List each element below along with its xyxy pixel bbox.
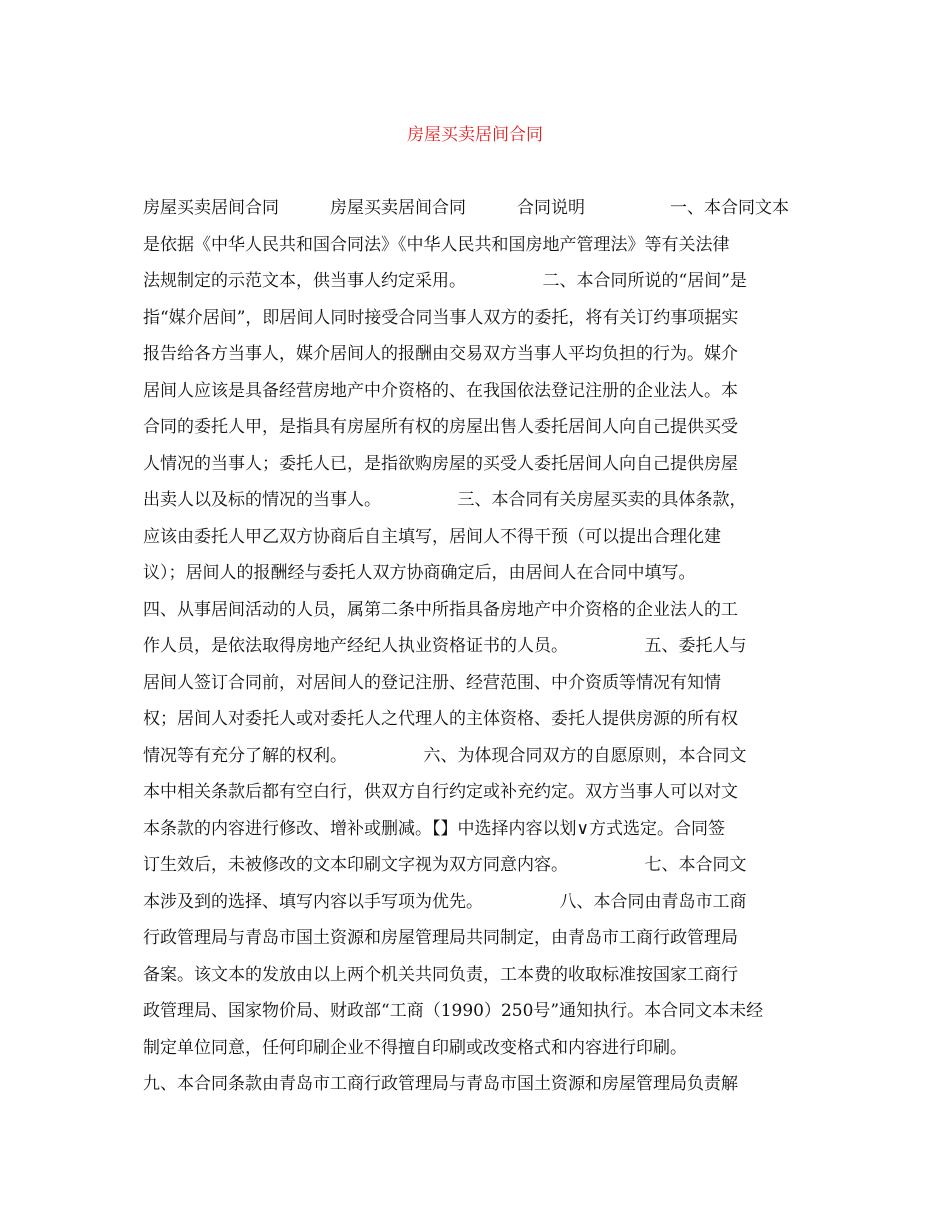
document-title: 房屋买卖居间合同 — [407, 125, 543, 145]
text-line: 情况等有充分了解的权利。 六、为体现合同双方的自愿原则，本合同文 — [143, 745, 747, 766]
text-line: 人情况的当事人；委托人已，是指欲购房屋的买受人委托居间人向自己提供房屋 — [143, 453, 738, 474]
document-body — [143, 194, 808, 1107]
text-line: 法规制定的示范文本，供当事人约定采用。 二、本合同所说的“居间”是 — [143, 271, 747, 291]
text-line: 订生效后，未被修改的文本印刷文字视为双方同意内容。 七、本合同文 — [143, 855, 747, 875]
text-line: 指“媒介居间”，即居间人同时接受合同当事人双方的委托，将有关订约事项据实 — [143, 307, 739, 328]
text-line: 本中相关条款后都有空白行，供双方自行约定或补充约定。双方当事人可以对文 — [143, 782, 738, 802]
text-line: 出卖人以及标的情况的当事人。 三、本合同有关房屋买卖的具体条款， — [143, 490, 747, 510]
text-line: 制定单位同意，任何印刷企业不得擅自印刷或改变格式和内容进行印刷。 — [143, 1037, 687, 1058]
text-line: 居间人应该是具备经营房地产中介资格的、在我国依法登记注册的企业法人。本 — [143, 380, 738, 401]
text-line: 是依据《中华人民共和国合同法》《中华人民共和国房地产管理法》等有关法律 — [143, 234, 730, 255]
text-line: 本涉及到的选择、填写内容以手写项为优先。 八、本合同由青岛市工商 — [143, 891, 747, 912]
text-line: 四、从事居间活动的人员，属第二条中所指具备房地产中介资格的企业法人的工 — [143, 599, 738, 620]
text-line: 应该由委托人甲乙双方协商后自主填写，居间人不得干预（可以提出合理化建 — [143, 526, 721, 547]
text-line: 合同的委托人甲，是指具有房屋所有权的房屋出售人委托居间人向自己提供买受 — [143, 417, 738, 437]
text-line: 居间人签订合同前，对居间人的登记注册、经营范围、中介资质等情况有知情 — [143, 672, 721, 693]
text-line: 备案。该文本的发放由以上两个机关共同负责，工本费的收取标准按国家工商行 — [143, 964, 738, 985]
text-line: 政管理局、国家物价局、财政部“工商（1990）250号”通知执行。本合同文本未经 — [143, 1001, 764, 1021]
text-line: 权；居间人对委托人或对委托人之代理人的主体资格、委托人提供房源的所有权 — [143, 709, 738, 729]
text-line: 本条款的内容进行修改、增补或删减。【】中选择内容以划∨方式选定。合同签 — [143, 818, 725, 839]
text-line: 行政管理局与青岛市国土资源和房屋管理局共同制定，由青岛市工商行政管理局 — [143, 928, 738, 948]
text-line: 作人员，是依法取得房地产经纪人执业资格证书的人员。 五、委托人与 — [143, 636, 747, 656]
text-line: 报告给各方当事人，媒介居间人的报酬由交易双方当事人平均负担的行为。媒介 — [143, 344, 738, 364]
text-line: 房屋买卖居间合同 房屋买卖居间合同 合同说明 一、本合同文本 — [143, 198, 789, 218]
text-line: 议）；居间人的报酬经与委托人双方协商确定后，由居间人在合同中填写。 — [143, 563, 696, 583]
text-line: 九、本合同条款由青岛市工商行政管理局与青岛市国土资源和房屋管理局负责解 — [143, 1074, 738, 1094]
